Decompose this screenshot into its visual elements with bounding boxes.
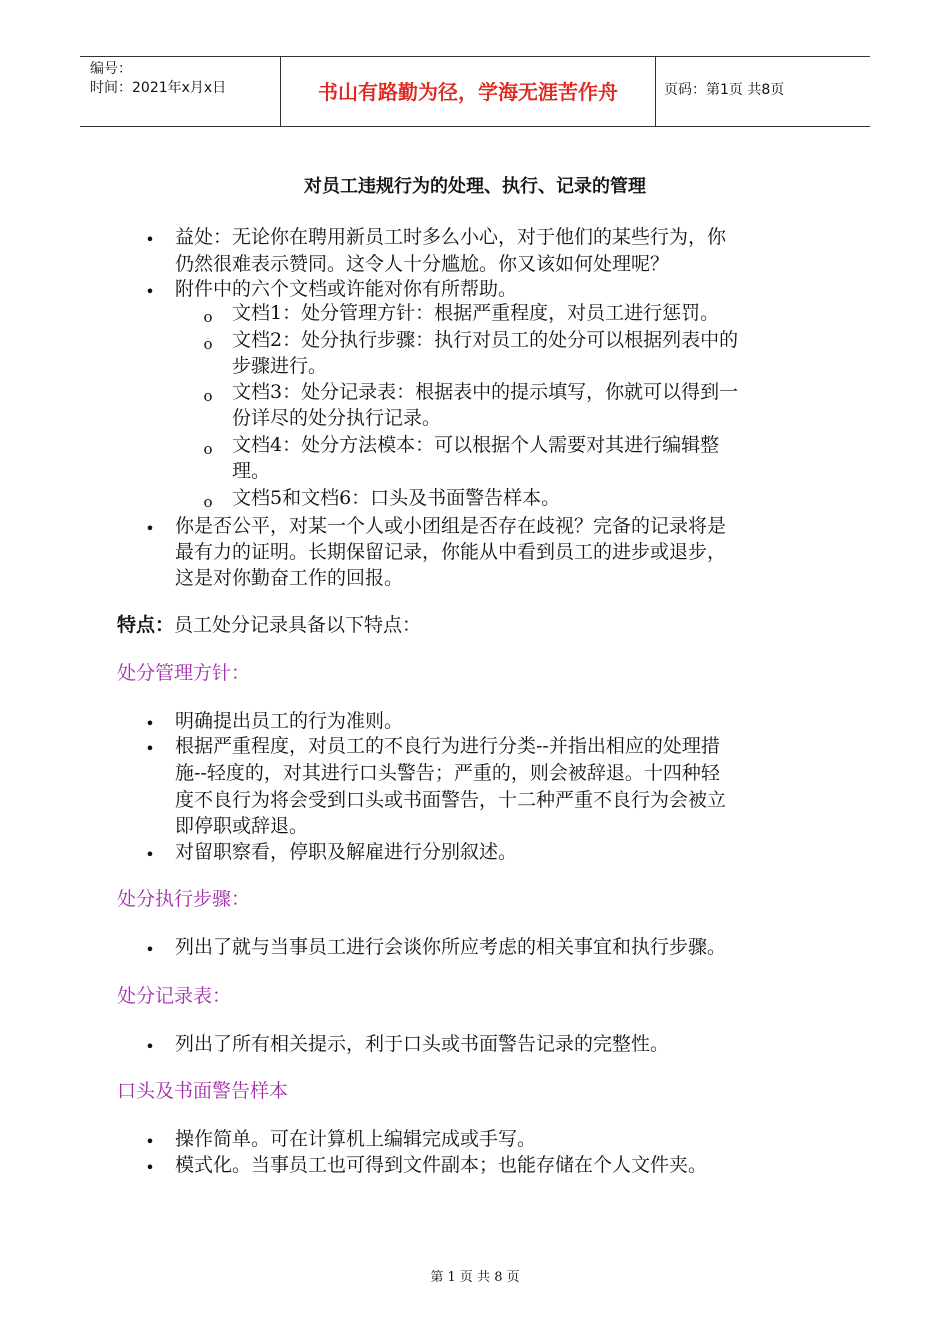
- doc-item-4-line-2: 理。: [232, 460, 271, 482]
- bullet-icon: •: [145, 845, 155, 864]
- intro-item-1-line-1: 益处：无论你在聘用新员工时多么小心，对于他们的某些行为，你: [175, 226, 727, 248]
- doc-item-5: 文档5和文档6：口头及书面警告样本。: [232, 487, 561, 509]
- bullet-icon: •: [145, 739, 155, 758]
- section-3-item-1: 列出了所有相关提示，利于口头或书面警告记录的完整性。: [175, 1033, 670, 1055]
- doc-item-4-line-1: 文档4：处分方法模本：可以根据个人需要对其进行编辑整: [232, 434, 720, 456]
- header-left-cell: [80, 57, 280, 126]
- features-label: 特点：: [117, 614, 175, 636]
- section-heading: 处分管理方针：: [117, 662, 251, 684]
- section-1-item-2-line-4: 即停职或辞退。: [175, 815, 309, 837]
- header-page-label: 页码：第1页 共8页: [664, 82, 785, 98]
- section-heading: 处分记录表：: [117, 985, 232, 1007]
- intro-item-3-line-3: 这是对你勤奋工作的回报。: [175, 567, 404, 589]
- doc-item-3-line-2: 份详尽的处分执行记录。: [232, 407, 442, 429]
- intro-item-2: 附件中的六个文档或许能对你有所帮助。: [175, 278, 518, 300]
- bullet-icon: •: [145, 230, 155, 249]
- header-center-cell: [280, 57, 656, 126]
- doc-item-2-line-1: 文档2：处分执行步骤：执行对员工的处分可以根据列表中的: [232, 329, 739, 351]
- section-1-item-2-line-2: 施--轻度的，对其进行口头警告；严重的，则会被辞退。十四种轻: [175, 762, 720, 784]
- section-1-item-2-line-3: 度不良行为将会受到口头或书面警告，十二种严重不良行为会被立: [175, 789, 727, 811]
- document-number-label: 编号：: [90, 61, 132, 77]
- section-4-item-1: 操作简单。可在计算机上编辑完成或手写。: [175, 1128, 537, 1150]
- bullet-icon: •: [145, 1158, 155, 1177]
- bullet-icon: •: [145, 1132, 155, 1151]
- document-title: 对员工违规行为的处理、执行、记录的管理: [304, 176, 646, 197]
- features-paragraph: [117, 612, 421, 639]
- bullet-icon: •: [145, 519, 155, 538]
- section-heading: 处分执行步骤：: [117, 888, 251, 910]
- sub-bullet-icon: o: [203, 308, 213, 326]
- section-1-item-3: 对留职察看，停职及解雇进行分别叙述。: [175, 841, 518, 863]
- page-header: [80, 56, 870, 127]
- bullet-icon: •: [145, 282, 155, 301]
- features-text: 员工处分记录具备以下特点：: [174, 614, 422, 636]
- sub-bullet-icon: o: [203, 387, 213, 405]
- section-1-item-1: 明确提出员工的行为准则。: [175, 710, 404, 732]
- intro-item-3-line-1: 你是否公平，对某一个人或小团组是否存在歧视？完备的记录将是: [175, 515, 727, 537]
- section-4-item-2: 模式化。当事员工也可得到文件副本；也能存储在个人文件夹。: [175, 1154, 708, 1176]
- section-1-item-2-line-1: 根据严重程度，对员工的不良行为进行分类--并指出相应的处理措: [175, 735, 720, 757]
- doc-item-2-line-2: 步骤进行。: [232, 355, 328, 377]
- document-date-label: 时间：2021年x月x日: [90, 80, 227, 96]
- section-2-item-1: 列出了就与当事员工进行会谈你所应考虑的相关事宜和执行步骤。: [175, 936, 727, 958]
- header-motto: 书山有路勤为径，学海无涯苦作舟: [318, 80, 618, 104]
- doc-item-3-line-1: 文档3：处分记录表：根据表中的提示填写，你就可以得到一: [232, 381, 739, 403]
- bullet-icon: •: [145, 714, 155, 733]
- sub-bullet-icon: o: [203, 493, 213, 511]
- intro-item-3-line-2: 最有力的证明。长期保留记录，你能从中看到员工的进步或退步，: [175, 541, 727, 563]
- page-footer: 第 1 页 共 8 页: [430, 1270, 520, 1285]
- intro-item-1-line-2: 仍然很难表示赞同。这令人十分尴尬。你又该如何处理呢？: [175, 253, 670, 275]
- doc-item-1: 文档1：处分管理方针：根据严重程度，对员工进行惩罚。: [232, 302, 720, 324]
- bullet-icon: •: [145, 1037, 155, 1056]
- bullet-icon: •: [145, 940, 155, 959]
- section-heading: 口头及书面警告样本: [117, 1080, 289, 1102]
- sub-bullet-icon: o: [203, 440, 213, 458]
- sub-bullet-icon: o: [203, 335, 213, 353]
